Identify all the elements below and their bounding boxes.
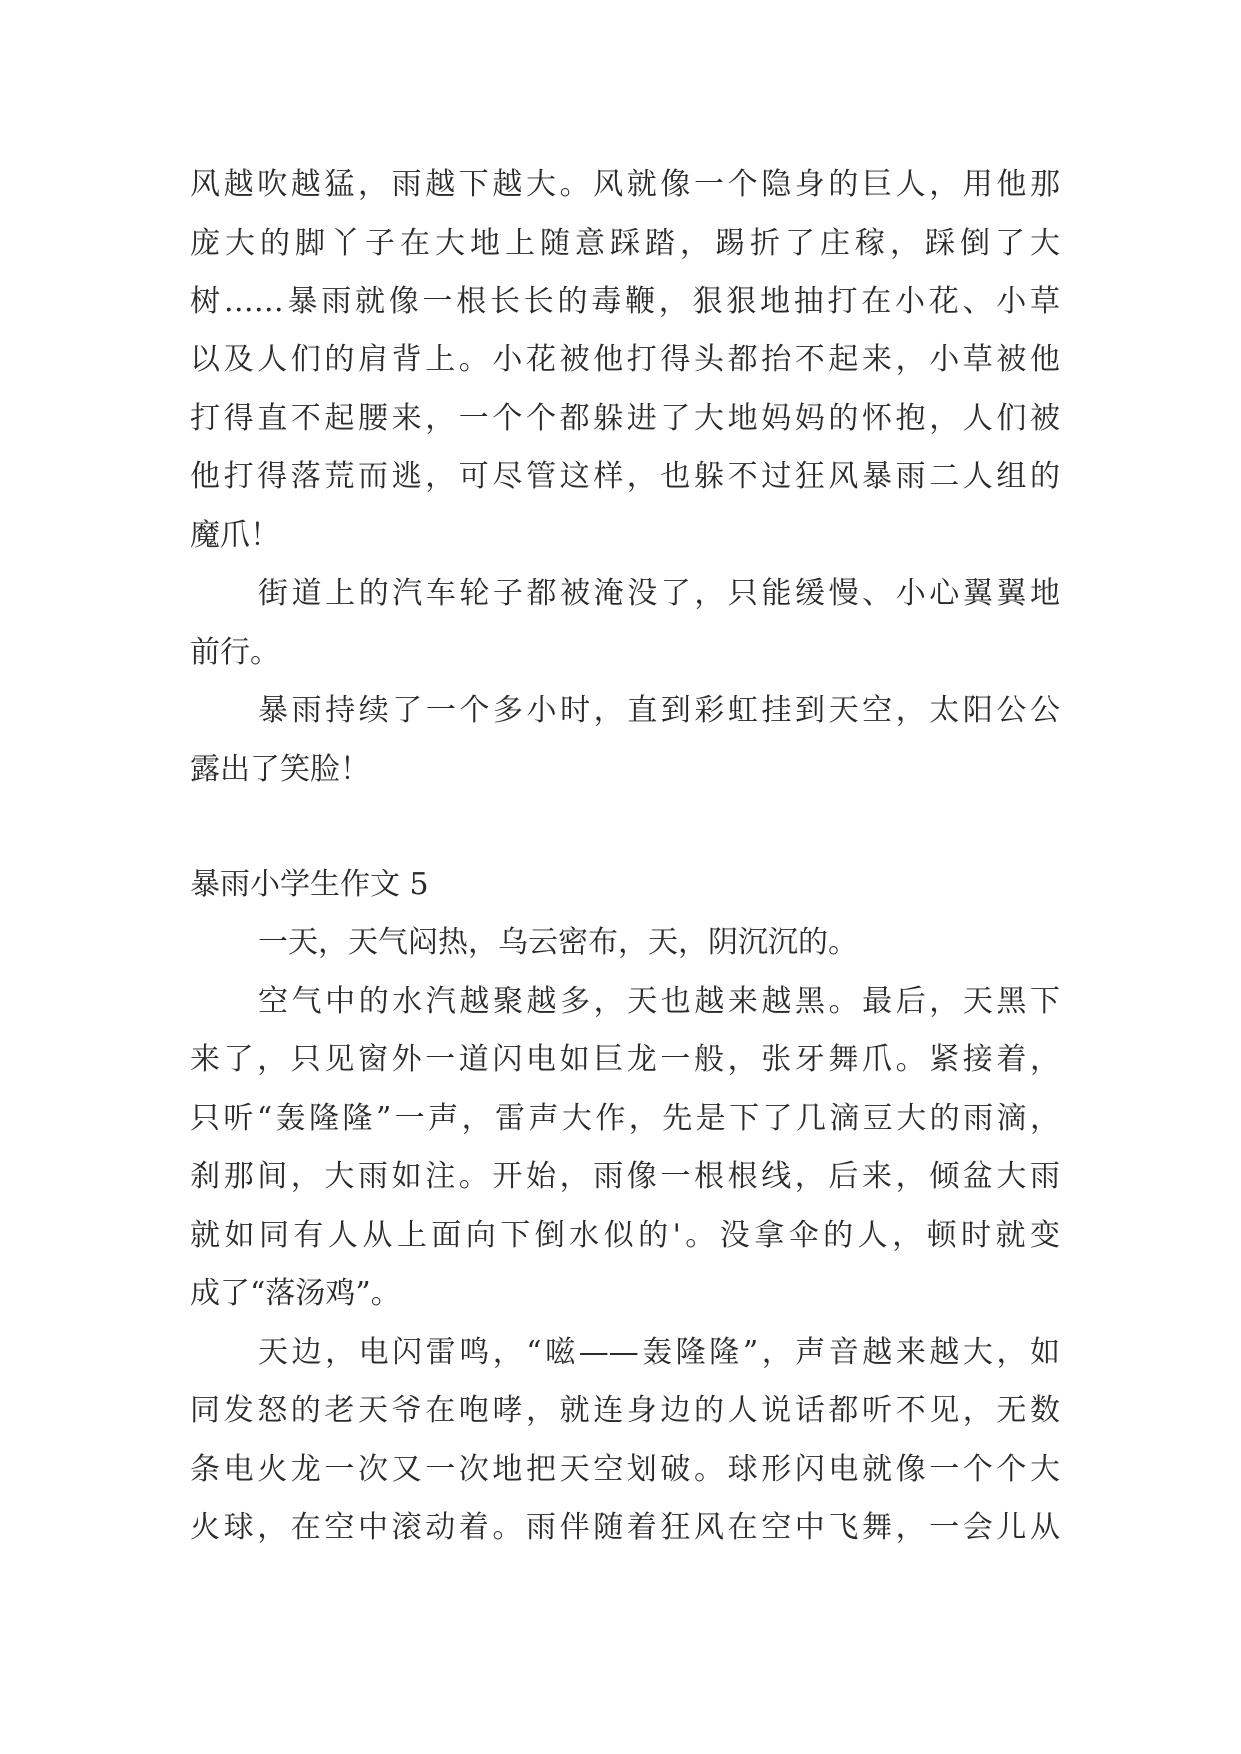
text-line: 成了“落汤鸡”。 xyxy=(190,1276,401,1311)
text-line: 暴雨持续了一个多小时，直到彩虹挂到天空，太阳公公 xyxy=(258,693,1060,728)
text-line: 只听“轰隆隆”一声，雷声大作，先是下了几滴豆大的雨滴， xyxy=(190,1101,1060,1136)
text-line: 就如同有人从上面向下倒水似的'。没拿伞的人，顿时就变 xyxy=(190,1218,1060,1253)
text-line: 露出了笑脸！ xyxy=(190,752,370,787)
text-line: 来了，只见窗外一道闪电如巨龙一般，张牙舞爪。紧接着， xyxy=(190,1042,1060,1077)
text-line: 打得直不起腰来，一个个都躲进了大地妈妈的怀抱，人们被 xyxy=(190,401,1060,436)
text-line: 风越吹越猛，雨越下越大。风就像一个隐身的巨人，用他那 xyxy=(190,167,1060,202)
text-line: 条电火龙一次又一次地把天空划破。球形闪电就像一个个大 xyxy=(190,1452,1060,1487)
text-line: 魔爪！ xyxy=(190,518,280,553)
text-line: 以及人们的肩背上。小花被他打得头都抬不起来，小草被他 xyxy=(190,342,1060,377)
text-line: 一天，天气闷热，乌云密布，天，阴沉沉的。 xyxy=(258,925,858,960)
text-line: 刹那间，大雨如注。开始，雨像一根根线，后来，倾盆大雨 xyxy=(190,1159,1060,1194)
text-line: 他打得落荒而逃，可尽管这样，也躲不过狂风暴雨二人组的 xyxy=(190,459,1060,494)
text-line: 火球，在空中滚动着。雨伴随着狂风在空中飞舞，一会儿从 xyxy=(190,1510,1060,1545)
text-line: 空气中的水汽越聚越多，天也越来越黑。最后，天黑下 xyxy=(258,984,1060,1019)
text-line: 天边，电闪雷鸣，“嗞——轰隆隆”，声音越来越大，如 xyxy=(258,1335,1060,1370)
text-line: 庞大的脚丫子在大地上随意踩踏，踢折了庄稼，踩倒了大 xyxy=(190,226,1060,261)
text-line: 前行。 xyxy=(190,635,280,670)
section-title: 暴雨小学生作文 5 xyxy=(190,867,429,902)
text-line: 树……暴雨就像一根长长的毒鞭，狠狠地抽打在小花、小草 xyxy=(190,284,1060,319)
text-line: 街道上的汽车轮子都被淹没了，只能缓慢、小心翼翼地 xyxy=(258,576,1060,611)
text-line: 同发怒的老天爷在咆哮，就连身边的人说话都听不见，无数 xyxy=(190,1393,1060,1428)
